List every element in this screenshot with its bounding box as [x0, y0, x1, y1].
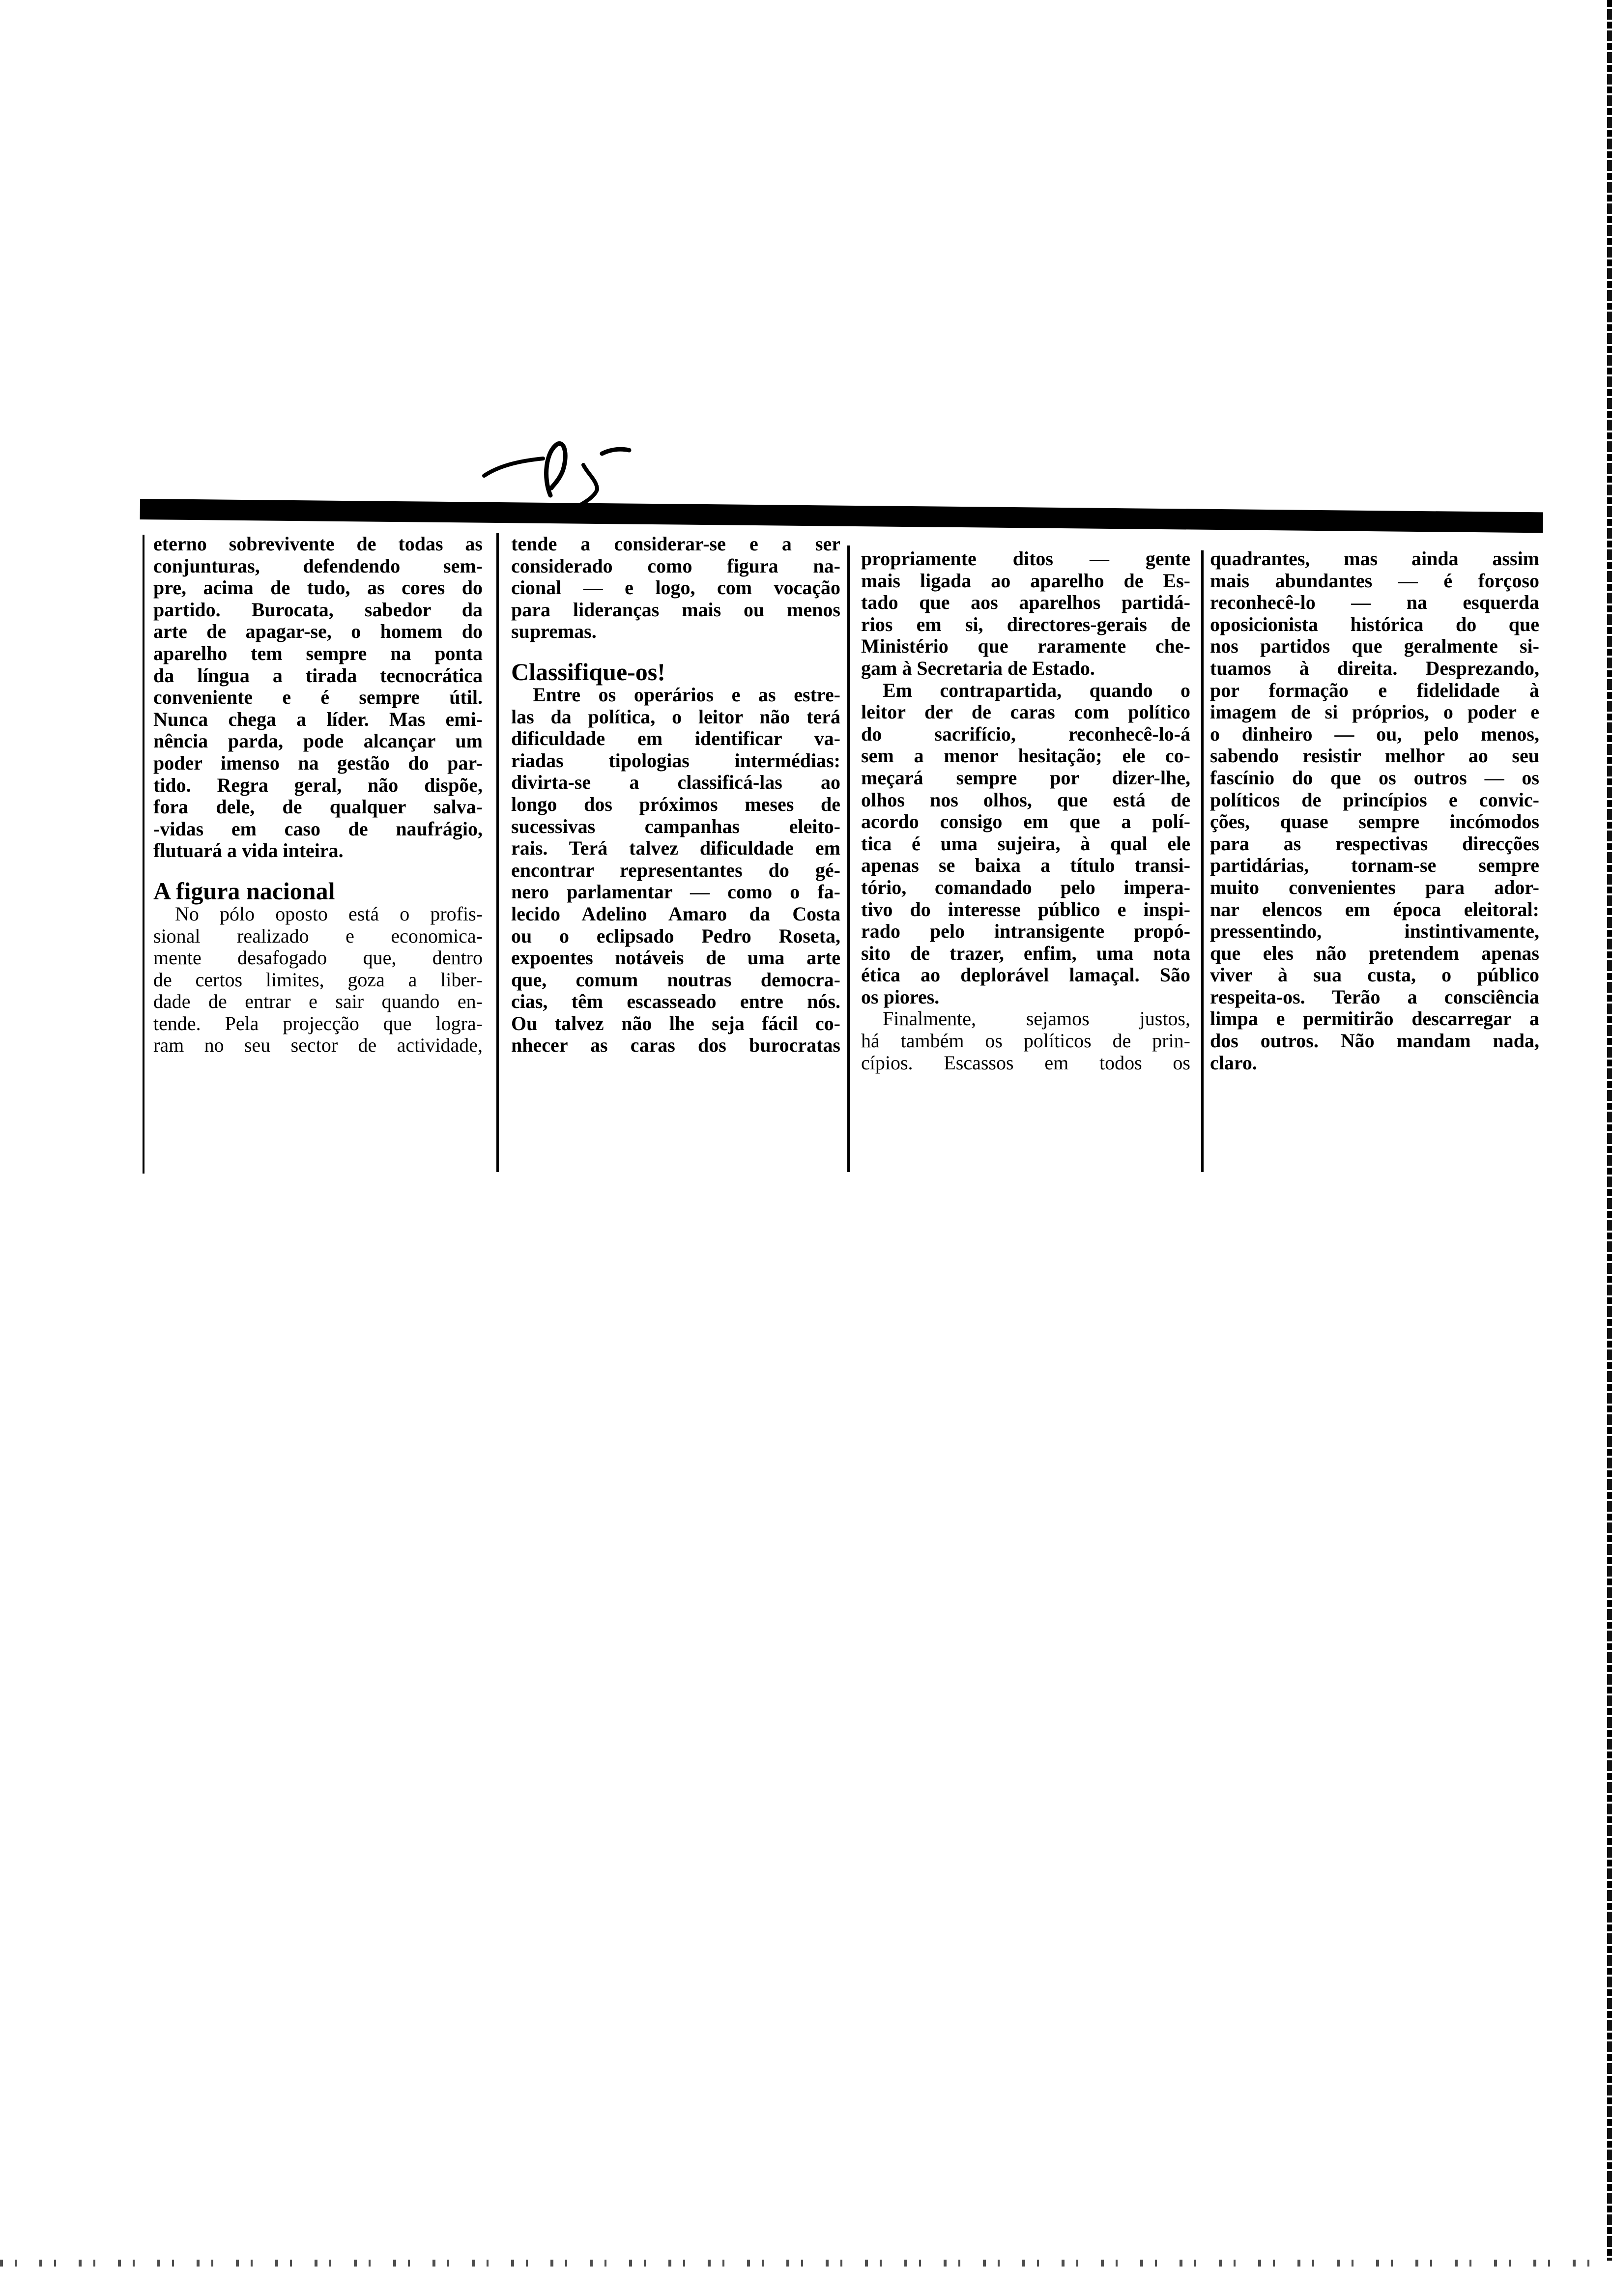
text-line: ou o eclipsado Pedro Roseta, — [511, 924, 840, 947]
text-line: rios em si, directores-gerais de — [861, 613, 1190, 635]
text-line: rais. Terá talvez dificuldade em — [511, 837, 840, 860]
text-line: mais ligada ao aparelho de Es- — [861, 569, 1190, 592]
text-line: poder imenso na gestão do par- — [153, 751, 483, 774]
text-line: sional realizado e economica- — [153, 924, 483, 947]
text-line: encontrar representantes do gé- — [511, 859, 840, 881]
text-line: sem a menor hesitação; ele co- — [861, 745, 1190, 767]
paragraph — [153, 533, 483, 862]
text-line: gam à Secretaria de Estado. — [861, 657, 1095, 679]
text-line: mente desafogado que, dentro — [153, 947, 483, 969]
text-line: acordo consigo em que a polí- — [861, 810, 1190, 833]
text-line: tido. Regra geral, não dispõe, — [153, 774, 483, 796]
text-line: tende a considerar-se e a ser — [511, 533, 840, 555]
text-line: eterno sobrevivente de todas as — [153, 533, 483, 555]
text-line: expoentes notáveis de uma arte — [511, 947, 840, 969]
text-line: tuamos à direita. Desprezando, — [1210, 657, 1539, 679]
text-line: Nunca chega a líder. Mas emi- — [153, 708, 483, 730]
text-line: Entre os operários e as estre- — [533, 683, 840, 706]
text-line: flutuará a vida inteira. — [153, 839, 344, 862]
scan-edge-artifact — [1607, 0, 1612, 2261]
text-line: oposicionista histórica do que — [1210, 613, 1539, 635]
text-line: o dinheiro — ou, pelo menos, — [1210, 722, 1539, 745]
text-line: pressentindo, instintivamente, — [1210, 920, 1539, 943]
text-line: tado que aos aparelhos partidá- — [861, 591, 1190, 614]
text-line: tica é uma sujeira, à qual ele — [861, 832, 1190, 855]
text-line: riadas tipologias intermédias: — [511, 749, 840, 772]
text-line: nência parda, pode alcançar um — [153, 730, 483, 752]
paragraph — [1210, 548, 1539, 1074]
paragraph — [861, 548, 1190, 680]
column-divider — [143, 535, 144, 1174]
text-line: cional — e logo, com vocação — [511, 576, 840, 599]
article-column-2 — [511, 533, 840, 1057]
text-line: muito convenientes para ador- — [1210, 876, 1539, 898]
text-line: cias, têm escasseado entre nós. — [511, 990, 840, 1013]
text-line: que, comum noutras democra- — [511, 968, 840, 991]
text-line: No pólo oposto está o profis- — [175, 902, 483, 925]
text-line: políticos de princípios e convic- — [1210, 788, 1539, 811]
text-line: olhos nos olhos, que está de — [861, 788, 1190, 811]
column-divider — [1201, 550, 1204, 1172]
text-line: sabendo resistir melhor ao seu — [1210, 745, 1539, 767]
paragraph — [511, 533, 840, 643]
header-rule-bar — [140, 499, 1543, 533]
text-line: respeita-os. Terão a consciência — [1210, 985, 1539, 1008]
article-column-1 — [153, 533, 483, 1057]
text-line: partidárias, tornam-se sempre — [1210, 854, 1539, 877]
text-line: sito de trazer, enfim, uma nota — [861, 942, 1190, 964]
text-line: há também os políticos de prin- — [861, 1030, 1190, 1052]
text-line: dos outros. Não mandam nada, — [1210, 1030, 1539, 1052]
text-line: rado pelo intransigente propó- — [861, 920, 1190, 943]
text-line: -vidas em caso de naufrágio, — [153, 817, 483, 840]
paragraph — [511, 684, 840, 1057]
text-line: ética ao deplorável lamaçal. São — [861, 964, 1190, 986]
text-line: supremas. — [511, 620, 597, 643]
text-line: limpa e permitirão descarregar a — [1210, 1007, 1539, 1030]
column-divider — [496, 533, 499, 1172]
paragraph — [861, 1008, 1190, 1074]
text-line: quadrantes, mas ainda assim — [1210, 547, 1539, 570]
text-line: Ministério que raramente che- — [861, 635, 1190, 658]
article-column-3 — [861, 548, 1190, 1074]
text-line: Finalmente, sejamos justos, — [883, 1007, 1190, 1030]
text-line: tivo do interesse público e inspi- — [861, 898, 1190, 920]
text-line: do sacrifício, reconhecê-lo-á — [861, 722, 1190, 745]
text-line: conjunturas, defendendo sem- — [153, 554, 483, 577]
text-line: que eles não pretendem apenas — [1210, 942, 1539, 964]
text-line: partido. Burocata, sabedor da — [153, 598, 483, 621]
text-line: imagem de si próprios, o poder e — [1210, 701, 1539, 723]
text-line: os piores. — [861, 985, 940, 1008]
text-line: ram no seu sector de actividade, — [153, 1034, 483, 1057]
section-heading-classifique-os: Classifique-os! — [511, 658, 665, 686]
text-line: meçará sempre por dizer-lhe, — [861, 766, 1190, 789]
text-line: fora dele, de qualquer salva- — [153, 796, 483, 818]
text-line: de certos limites, goza a liber- — [153, 968, 483, 991]
column-divider — [847, 545, 850, 1172]
text-line: por formação e fidelidade à — [1210, 679, 1539, 701]
text-line: conveniente e é sempre útil. — [153, 686, 483, 709]
text-line: arte de apagar-se, o homem do — [153, 620, 483, 643]
text-line: nar elencos em época eleitoral: — [1210, 898, 1539, 920]
text-line: reconhecê-lo — na esquerda — [1210, 591, 1539, 614]
handwritten-page-mark — [479, 431, 636, 510]
text-line: las da política, o leitor não terá — [511, 705, 840, 728]
text-line: apenas se baixa a título transi- — [861, 854, 1190, 877]
text-line: tório, comandado pelo impera- — [861, 876, 1190, 898]
text-line: nos partidos que geralmente si- — [1210, 635, 1539, 658]
text-line: dificuldade em identificar va- — [511, 727, 840, 750]
text-line: nero parlamentar — como o fa- — [511, 881, 840, 903]
text-line: lecido Adelino Amaro da Costa — [511, 902, 840, 925]
text-line: nhecer as caras dos burocratas — [511, 1034, 840, 1057]
text-line: sucessivas campanhas eleito- — [511, 815, 840, 837]
text-line: viver à sua custa, o público — [1210, 964, 1539, 986]
section-heading-a-figura-nacional: A figura nacional — [153, 877, 335, 905]
text-line: para lideranças mais ou menos — [511, 598, 840, 621]
text-line: propriamente ditos — gente — [861, 547, 1190, 570]
text-line: Ou talvez não lhe seja fácil co- — [511, 1012, 840, 1034]
text-line: Em contrapartida, quando o — [883, 679, 1190, 701]
scan-edge-artifact — [0, 2260, 1605, 2267]
text-line: longo dos próximos meses de — [511, 793, 840, 815]
text-line: leitor der de caras com político — [861, 701, 1190, 723]
text-line: da língua a tirada tecnocrática — [153, 664, 483, 687]
text-line: considerado como figura na- — [511, 554, 840, 577]
text-line: cípios. Escassos em todos os — [861, 1051, 1190, 1074]
article-column-4 — [1210, 548, 1539, 1074]
paragraph — [153, 903, 483, 1057]
text-line: dade de entrar e sair quando en- — [153, 990, 483, 1013]
text-line: pre, acima de tudo, as cores do — [153, 576, 483, 599]
text-line: divirta-se a classificá-las ao — [511, 771, 840, 794]
text-line: fascínio do que os outros — os — [1210, 766, 1539, 789]
text-line: para as respectivas direcções — [1210, 832, 1539, 855]
text-line: ções, quase sempre incómodos — [1210, 810, 1539, 833]
text-line: claro. — [1210, 1051, 1257, 1074]
text-line: tende. Pela projecção que logra- — [153, 1012, 483, 1034]
text-line: aparelho tem sempre na ponta — [153, 642, 483, 664]
text-line: mais abundantes — é forçoso — [1210, 569, 1539, 592]
paragraph — [861, 680, 1190, 1008]
